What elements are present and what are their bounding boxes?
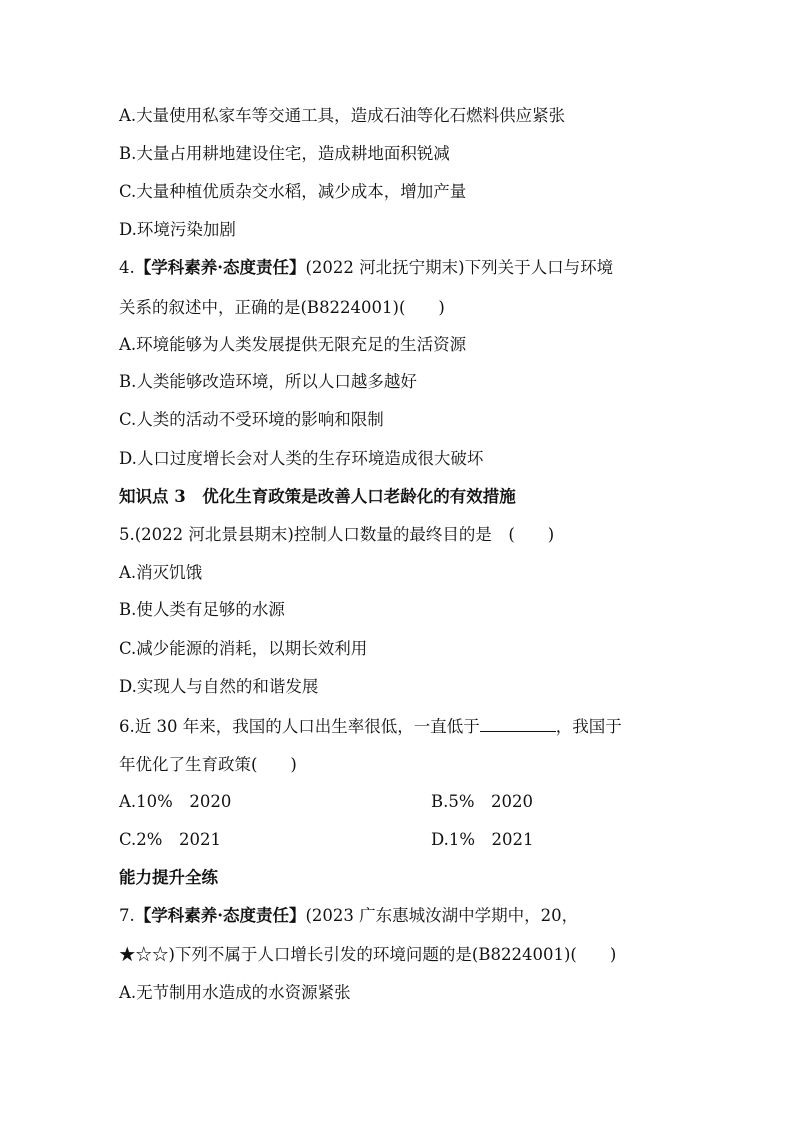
q4-stem-text: (2022 河北抚宁期末)下列关于人口与环境 — [305, 258, 614, 277]
q3-option-d: D.环境污染加剧 — [119, 220, 236, 239]
q7-tag: 【学科素养·态度责任】 — [134, 906, 306, 925]
q3-option-c: C.大量种植优质杂交水稻，减少成本，增加产量 — [119, 182, 467, 201]
section-ability-heading: 能力提升全练 — [119, 868, 218, 887]
q7-stem-line2: ★☆☆)下列不属于人口增长引发的环境问题的是(B8224001)( ) — [119, 945, 617, 964]
q7-stem-text: (2023 广东惠城汝湖中学期中，20， — [305, 906, 579, 925]
q6-stem-before: 6.近 30 年来，我国的人口出生率很低，一直低于 — [119, 717, 480, 736]
q4-option-d: D.人口过度增长会对人类的生存环境造成很大破坏 — [119, 449, 484, 468]
section3-heading: 知识点 3 优化生育政策是改善人口老龄化的有效措施 — [119, 487, 516, 506]
q3-option-b: B.大量占用耕地建设住宅，造成耕地面积锐减 — [119, 144, 450, 163]
q6-option-b: B.5% 2020 — [431, 792, 534, 811]
q5-option-d: D.实现人与自然的和谐发展 — [119, 677, 319, 696]
q4-stem-line2: 关系的叙述中，正确的是(B8224001)( ) — [119, 298, 445, 317]
q7-option-a: A.无节制用水造成的水资源紧张 — [119, 983, 351, 1002]
q6-option-c: C.2% 2021 — [119, 830, 221, 849]
q6-option-d: D.1% 2021 — [431, 830, 534, 849]
q6-options-row2 — [119, 827, 534, 853]
q6-answer-blank — [480, 713, 556, 732]
q7-stem-line1 — [119, 903, 578, 929]
q3-option-a: A.大量使用私家车等交通工具，造成石油等化石燃料供应紧张 — [119, 106, 566, 125]
q6-option-a: A.10% 2020 — [119, 792, 232, 811]
q5-option-c: C.减少能源的消耗，以期长效利用 — [119, 639, 368, 658]
q5-option-a: A.消灭饥饿 — [119, 563, 203, 582]
q6-stem-line1 — [119, 713, 622, 739]
q6-stem-after: ，我国于 — [555, 717, 622, 736]
q6-stem-line2: 年优化了生育政策( ) — [119, 755, 297, 774]
q4-tag: 【学科素养·态度责任】 — [134, 258, 306, 277]
q6-options-row1 — [119, 789, 534, 815]
q7-number: 7. — [119, 906, 135, 925]
q4-number: 4. — [119, 258, 135, 277]
q4-stem-line1 — [119, 255, 613, 281]
q4-option-b: B.人类能够改造环境，所以人口越多越好 — [119, 372, 417, 391]
q5-option-b: B.使人类有足够的水源 — [119, 600, 285, 619]
q5-stem: 5.(2022 河北景县期末)控制人口数量的最终目的是 ( ) — [119, 525, 555, 544]
q4-option-a: A.环境能够为人类发展提供无限充足的生活资源 — [119, 335, 467, 354]
q4-option-c: C.人类的活动不受环境的影响和限制 — [119, 410, 384, 429]
